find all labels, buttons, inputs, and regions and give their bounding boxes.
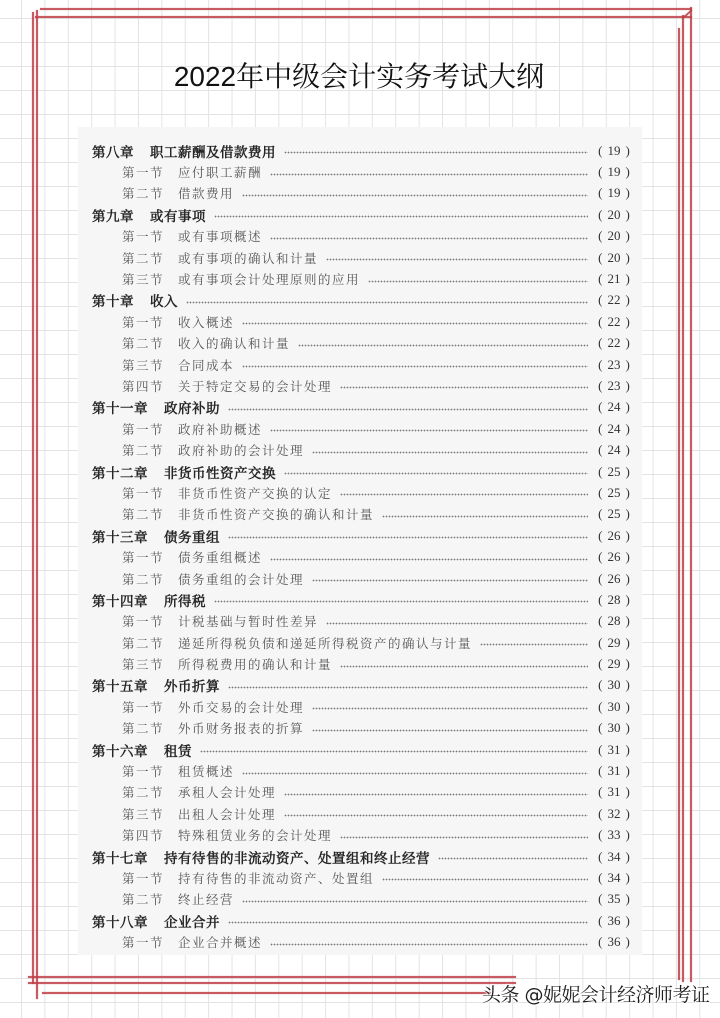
section-label: 第一节 <box>122 935 165 951</box>
toc-section-row[interactable] <box>78 653 642 674</box>
chapter-title: 企业合并 <box>164 914 220 931</box>
section-label: 第二节 <box>122 892 165 908</box>
chapter-title: 职工薪酬及借款费用 <box>150 144 276 161</box>
section-title: 借款费用 <box>178 186 235 202</box>
section-label: 第二节 <box>122 443 165 459</box>
page-number: ( 28 ) <box>596 613 632 629</box>
toc-section-row[interactable] <box>78 247 642 268</box>
page-number: ( 30 ) <box>596 720 632 736</box>
toc-section-row[interactable] <box>78 375 642 396</box>
section-title: 收入的确认和计量 <box>178 336 291 352</box>
toc-section-row[interactable] <box>78 546 642 567</box>
chapter-title: 收入 <box>150 294 178 311</box>
frame-left-line-2 <box>36 10 38 999</box>
dot-leader <box>270 237 588 240</box>
page-number: ( 19 ) <box>596 143 632 159</box>
toc-chapter-row[interactable] <box>78 140 642 161</box>
toc-section-row[interactable] <box>78 333 642 354</box>
toc-chapter-row[interactable] <box>78 675 642 696</box>
dot-leader <box>382 515 588 518</box>
dot-leader <box>368 280 588 283</box>
dot-leader <box>382 878 588 881</box>
chapter-label: 第九章 <box>92 208 134 225</box>
section-label: 第一节 <box>122 314 165 330</box>
toc-section-row[interactable] <box>78 439 642 460</box>
chapter-label: 第十八章 <box>92 914 148 931</box>
dot-leader <box>242 365 588 368</box>
dot-leader <box>298 344 588 347</box>
section-title: 或有事项概述 <box>178 229 263 245</box>
toc-section-row[interactable] <box>78 418 642 439</box>
section-label: 第二节 <box>122 336 165 352</box>
toc-section-row[interactable] <box>78 268 642 289</box>
toc-section-row[interactable] <box>78 931 642 952</box>
section-title: 外币财务报表的折算 <box>178 721 305 737</box>
dot-leader <box>228 686 588 689</box>
chapter-title: 或有事项 <box>150 208 206 225</box>
page-number: ( 23 ) <box>596 357 632 373</box>
dot-leader <box>312 579 588 582</box>
page-number: ( 36 ) <box>596 934 632 950</box>
toc-section-row[interactable] <box>78 760 642 781</box>
toc-section-row[interactable] <box>78 311 642 332</box>
dot-leader <box>242 772 588 775</box>
toc-section-row[interactable] <box>78 803 642 824</box>
section-title: 应付职工薪酬 <box>178 165 263 181</box>
section-title: 外币交易的会计处理 <box>178 699 305 715</box>
section-title: 或有事项会计处理原则的应用 <box>178 272 361 288</box>
section-label: 第一节 <box>122 550 165 566</box>
page-number: ( 25 ) <box>596 464 632 480</box>
toc-chapter-row[interactable] <box>78 204 642 225</box>
dot-leader <box>242 900 588 903</box>
toc-chapter-row[interactable] <box>78 525 642 546</box>
toc-section-row[interactable] <box>78 504 642 525</box>
page-number: ( 31 ) <box>596 742 632 758</box>
dot-leader <box>284 151 588 154</box>
page-number: ( 24 ) <box>596 421 632 437</box>
dot-leader <box>270 558 588 561</box>
dot-leader <box>270 943 588 946</box>
table-of-contents <box>78 127 642 955</box>
dot-leader <box>326 258 588 261</box>
section-title: 企业合并概述 <box>178 935 263 951</box>
page-number: ( 22 ) <box>596 335 632 351</box>
page-number: ( 34 ) <box>596 870 632 886</box>
section-title: 政府补助概述 <box>178 421 263 437</box>
chapter-label: 第十二章 <box>92 465 148 482</box>
frame-bottom-line-2 <box>28 982 516 984</box>
section-title: 持有待售的非流动资产、处置组 <box>178 870 375 886</box>
toc-section-row[interactable] <box>78 482 642 503</box>
toc-chapter-row[interactable] <box>78 461 642 482</box>
section-label: 第一节 <box>122 229 165 245</box>
chapter-title: 债务重组 <box>164 529 220 546</box>
page-number: ( 34 ) <box>596 849 632 865</box>
page-number: ( 36 ) <box>596 913 632 929</box>
section-title: 递延所得税负债和递延所得税资产的确认与计量 <box>178 635 473 651</box>
toc-section-row[interactable] <box>78 183 642 204</box>
frame-bottom-line-3 <box>42 992 492 994</box>
section-label: 第二节 <box>122 785 165 801</box>
section-label: 第一节 <box>122 699 165 715</box>
toc-section-row[interactable] <box>78 354 642 375</box>
frame-right-line-3 <box>690 7 692 982</box>
page-number: ( 24 ) <box>596 399 632 415</box>
dot-leader <box>340 836 588 839</box>
section-title: 债务重组的会计处理 <box>178 571 305 587</box>
frame-top-line-1 <box>40 8 692 10</box>
dot-leader <box>214 600 588 603</box>
page-number: ( 35 ) <box>596 891 632 907</box>
dot-leader <box>340 665 588 668</box>
toc-section-row[interactable] <box>78 161 642 182</box>
page-number: ( 20 ) <box>596 207 632 223</box>
page-number: ( 31 ) <box>596 763 632 779</box>
toc-section-row[interactable] <box>78 782 642 803</box>
toc-section-row[interactable] <box>78 226 642 247</box>
section-label: 第二节 <box>122 186 165 202</box>
section-label: 第一节 <box>122 614 165 630</box>
dot-leader <box>312 707 588 710</box>
section-label: 第一节 <box>122 421 165 437</box>
dot-leader <box>284 793 588 796</box>
chapter-title: 政府补助 <box>164 401 220 418</box>
section-label: 第四节 <box>122 828 165 844</box>
section-label: 第三节 <box>122 806 165 822</box>
toc-chapter-row[interactable] <box>78 397 642 418</box>
chapter-title: 持有待售的非流动资产、处置组和终止经营 <box>164 850 430 867</box>
section-label: 第四节 <box>122 378 165 394</box>
dot-leader <box>186 301 588 304</box>
dot-leader <box>270 173 588 176</box>
page-number: ( 26 ) <box>596 549 632 565</box>
dot-leader <box>228 408 588 411</box>
chapter-title: 非货币性资产交换 <box>164 465 276 482</box>
page-number: ( 19 ) <box>596 185 632 201</box>
section-label: 第一节 <box>122 485 165 501</box>
toc-section-row[interactable] <box>78 611 642 632</box>
toc-section-row[interactable] <box>78 568 642 589</box>
chapter-label: 第十一章 <box>92 401 148 418</box>
dot-leader <box>340 493 588 496</box>
frame-right-line-2 <box>682 15 684 982</box>
dot-leader <box>284 814 588 817</box>
section-title: 非货币性资产交换的确认和计量 <box>178 507 375 523</box>
section-title: 合同成本 <box>178 357 235 373</box>
section-label: 第三节 <box>122 357 165 373</box>
dot-leader <box>312 729 588 732</box>
toc-section-row[interactable] <box>78 718 642 739</box>
toc-chapter-row[interactable] <box>78 290 642 311</box>
dot-leader <box>228 536 588 539</box>
page-number: ( 26 ) <box>596 571 632 587</box>
page-number: ( 26 ) <box>596 528 632 544</box>
frame-top-line-2 <box>35 16 692 18</box>
toc-section-row[interactable] <box>78 889 642 910</box>
dot-leader <box>242 194 588 197</box>
section-label: 第三节 <box>122 657 165 673</box>
section-title: 特殊租赁业务的会计处理 <box>178 828 333 844</box>
page-number: ( 22 ) <box>596 314 632 330</box>
page-number: ( 20 ) <box>596 250 632 266</box>
dot-leader <box>270 429 588 432</box>
toc-chapter-row[interactable] <box>78 739 642 760</box>
section-label: 第一节 <box>122 764 165 780</box>
toc-chapter-row[interactable] <box>78 589 642 610</box>
section-label: 第二节 <box>122 571 165 587</box>
chapter-title: 所得税 <box>164 593 206 610</box>
dot-leader <box>340 386 588 389</box>
toc-section-row[interactable] <box>78 632 642 653</box>
section-label: 第二节 <box>122 250 165 266</box>
section-label: 第二节 <box>122 721 165 737</box>
dot-leader <box>214 215 588 218</box>
chapter-title: 外币折算 <box>164 679 220 696</box>
frame-right-line-1 <box>678 28 680 980</box>
section-title: 政府补助的会计处理 <box>178 443 305 459</box>
toc-chapter-row[interactable] <box>78 910 642 931</box>
page-number: ( 22 ) <box>596 292 632 308</box>
section-title: 承租人会计处理 <box>178 785 277 801</box>
watermark-text: 头条 @妮妮会计经济师考证 <box>482 984 710 1006</box>
chapter-label: 第十六章 <box>92 743 148 760</box>
section-title: 债务重组概述 <box>178 550 263 566</box>
page-number: ( 23 ) <box>596 378 632 394</box>
section-title: 收入概述 <box>178 314 235 330</box>
chapter-label: 第十章 <box>92 294 134 311</box>
dot-leader <box>200 750 588 753</box>
page-number: ( 30 ) <box>596 699 632 715</box>
dot-leader <box>480 643 588 646</box>
dot-leader <box>326 622 588 625</box>
page-number: ( 31 ) <box>596 784 632 800</box>
frame-bottom-line-1 <box>28 976 516 978</box>
page-title: 2022年中级会计实务考试大纲 <box>173 61 545 92</box>
page-number: ( 29 ) <box>596 635 632 651</box>
toc-section-row[interactable] <box>78 696 642 717</box>
section-label: 第一节 <box>122 165 165 181</box>
section-title: 非货币性资产交换的认定 <box>178 485 333 501</box>
section-title: 所得税费用的确认和计量 <box>178 657 333 673</box>
page-number: ( 28 ) <box>596 592 632 608</box>
section-title: 租赁概述 <box>178 764 235 780</box>
frame-left-line-1 <box>32 12 34 984</box>
section-title: 关于特定交易的会计处理 <box>178 378 333 394</box>
section-label: 第二节 <box>122 635 165 651</box>
toc-section-row[interactable] <box>78 867 642 888</box>
section-title: 终止经营 <box>178 892 235 908</box>
dot-leader <box>284 472 588 475</box>
page-number: ( 33 ) <box>596 827 632 843</box>
dot-leader <box>228 921 588 924</box>
dot-leader <box>438 857 588 860</box>
section-title: 计税基础与暂时性差异 <box>178 614 319 630</box>
page-number: ( 25 ) <box>596 506 632 522</box>
section-title: 出租人会计处理 <box>178 806 277 822</box>
page-number: ( 24 ) <box>596 442 632 458</box>
page-number: ( 32 ) <box>596 806 632 822</box>
page-number: ( 30 ) <box>596 677 632 693</box>
chapter-label: 第八章 <box>92 144 134 161</box>
page-number: ( 20 ) <box>596 228 632 244</box>
chapter-label: 第十五章 <box>92 679 148 696</box>
toc-section-row[interactable] <box>78 825 642 846</box>
section-label: 第二节 <box>122 507 165 523</box>
chapter-label: 第十三章 <box>92 529 148 546</box>
dot-leader <box>242 322 588 325</box>
section-title: 或有事项的确认和计量 <box>178 250 319 266</box>
page-number: ( 19 ) <box>596 164 632 180</box>
chapter-title: 租赁 <box>164 743 192 760</box>
page-number: ( 29 ) <box>596 656 632 672</box>
section-label: 第一节 <box>122 870 165 886</box>
chapter-label: 第十四章 <box>92 593 148 610</box>
section-label: 第三节 <box>122 272 165 288</box>
chapter-label: 第十七章 <box>92 850 148 867</box>
page-number: ( 25 ) <box>596 485 632 501</box>
page-number: ( 21 ) <box>596 271 632 287</box>
toc-chapter-row[interactable] <box>78 846 642 867</box>
dot-leader <box>312 451 588 454</box>
